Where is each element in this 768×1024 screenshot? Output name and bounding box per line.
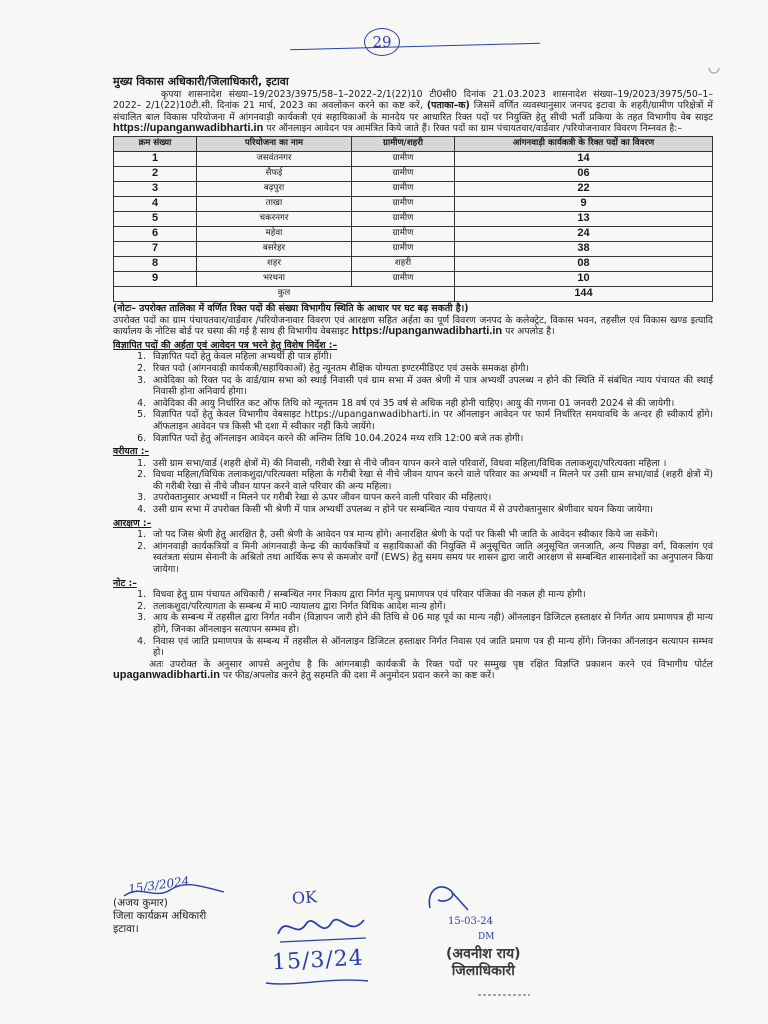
table-body [114,151,713,286]
signatory-name: (अजय कुमार) [113,897,168,909]
signature-scribble-left-icon [120,882,230,902]
cell-project: चकरनगर [197,211,352,226]
list-item: 3. आय के सम्बन्ध में तहसील द्वारा निर्गत नवीन (विज्ञापन जारी होने की तिथि से 06 माह पूर्व का मान्य नही) ऑनलाइन डिजिटल हस्ताक्षर से निर्गत आय प्रमाणपत्र ही मान्य होंगे, जिनका ऑनलाइन सत्यापन सम्भव हो। [149,612,713,635]
cell-serial: 9 [114,271,197,286]
cell-project: शहर [197,256,352,271]
intro-paragraph [113,89,713,135]
list-item: 2. विधवा महिला/विधिक तलाकशुदा/परित्यक्ता महिला के गरीबी रेखा से नीचे जीवन यापन करने वाले परिवार का अभ्यर्थी न मिलने पर उसी ग्राम सभा/वार्ड (शहरी क्षेत्रों में) की गरीबी रेखा से नीचे जीवन यापन करने वाले परिवार की अन्य महिला। [149,469,713,492]
signatory-place: इटावा। [113,923,139,935]
table-note: (नोटः– उपरोक्त तालिका में वर्णित रिक्त पदों की संख्या विभागीय स्थिति के आधार पर घट बढ़ सकती है।) [113,302,469,314]
signatory-designation: जिला कार्यक्रम अधिकारी [113,910,207,922]
section-eligibility-title: विज्ञापित पदों की अर्हता एवं आवेदन पत्र भरने हेतु विशेष निर्देश :– [113,339,338,351]
list-item: 2. तलाकशुदा/परित्यागता के सम्बन्ध में मा0 न्यायालय द्वारा निर्गत विधिक आदेश मान्य होगें। [149,601,713,613]
col-serial: क्रम संख्या [114,136,197,151]
cell-area: ग्रामीण [352,211,455,226]
list-item: 2. रिक्त पदो (आंगनवाड़ी कार्यकत्री/सहायिकाओं) हेतु न्यूनतम शैक्षिक योग्यता इण्टरमीडिएट एवं उसके समकक्ष होगी। [149,363,713,375]
cell-serial: 4 [114,196,197,211]
cell-vacancies: 24 [455,226,713,241]
closing-text-2: पर फीड/अपलोड करने हेतु सहमति की दशा में अनुमोदन प्रदान करने का कष्ट करें। [222,670,495,682]
dm-designation: जिलाधिकारी [451,963,515,979]
intro-text-2: जिसमें वर्णित व्यवस्थानुसार जनपद इटावा के शहरी/ग्रामीण परिक्षेत्रों में संचालित बाल विकास परियोजना में आंगनवाड़ी कार्यकत्री एवं सहायिकाओं के मानदेय पर आधारित रिक्त पदों पर नियुक्ति हेतु सीधी भर्ती प्रकिया के तहत विभागीय वेब साइट [113,100,713,123]
cell-project: महेवा [197,226,352,241]
list-item: 4. उसी ग्राम सभा में उपरोक्त किसी भी श्रेणी में पात्र अभ्यर्थी उपलब्ध न होने पर सम्बन्धित न्याय पंचायत में से उपरोक्तानुसार श्रेणीवार चयन किया जायेगा। [149,504,713,516]
closing-url: upaganwadibharti.in [113,669,220,682]
table-row [114,241,713,256]
cell-serial: 1 [114,151,197,166]
priority-list [113,458,713,516]
handwritten-date-mid: 15/3/24 [271,945,365,976]
list-item: 2. आंगनवाड़ी कार्यकत्रियों व मिनी आंगनवाड़ी केन्द्र की कार्यकत्रियों व सहायिकाओं की नियुक्ति में अनुसूचित जाति अनुसूचित जनजाति, अन्य पिछड़ा वर्ग, विकलांग एवं स्वतंत्रता संग्राम सेनानी के अश्रितो तथा आर्थिक रूप से कमजोर वर्गों (EWS) हेतु समय समय पर शासन द्वारा जारी आरक्षण से सम्बन्धित शासनादेशों का अनुपालन किया जायेगा। [149,541,713,576]
cell-project: बढ़पुरा [197,181,352,196]
col-area: ग्रामीण/शहरी [352,136,455,151]
cell-project: बसरेहर [197,241,352,256]
section-priority-title: वरीयता :– [113,446,150,458]
list-item: 3. आवेदिका को रिक्त पद के वार्ड/ग्राम सभा को स्थाई निवासी एवं ग्राम सभा में उक्त श्रेणी में पात्र अभ्यर्थी उपलब्ध न होने की स्थिति में संबंधित न्याय पंचायत की स्थाई निवासी होना अनिवार्य होगा। [149,375,713,398]
publish-url: https://upanganwadibharti.in [351,325,503,338]
intro-text-1: कृपया शासनादेश संख्या–19/2023/3975/58–1–2022–2/1(22)10 टी0सी0 दिनांक 21.03.2023 शासनादेश संख्या–19/2023/3975/50–1–2022– 2/1(22)10टी.सी. दिनांक 21 मार्च, 2023 का अवलोकन करने का कष्ट करें, [113,88,713,112]
publish-end: पर अपलोड है। [505,326,555,338]
cell-area: ग्रामीण [352,196,455,211]
table-row [114,196,713,211]
table-row [114,256,713,271]
signatory-block [113,897,206,936]
section-reservation-title: आरक्षण :– [113,517,152,529]
dm-subscript-mark-icon [474,990,534,1000]
flag-label: (पताका–क) [426,100,470,112]
table-header-row [114,136,713,151]
list-item: 1. विधवा हेतु ग्राम पंचायत अधिकारी / सम्बन्धित नगर निकाय द्वारा निर्गत मृत्यु प्रमाणपत्र एवं परिवार पंजिका की नकल ही मान्य होगी। [149,589,713,601]
table-row [114,211,713,226]
list-item: 4. निवास एवं जाति प्रमाणपत्र के सम्बन्ध में तहसील से ऑनलाइन डिजिटल हस्ताक्षर निर्गत निवास एवं जाति प्रमाण पत्र ही मान्य होंगे। जिनका ऑनलाइन सत्यापन सम्भव हो। [149,636,713,659]
letter-body [113,76,713,682]
underline-mid-icon [262,975,372,989]
total-label: कुल [114,286,455,301]
signature-dm-icon [420,880,480,914]
closing-paragraph [113,659,713,682]
cell-serial: 5 [114,211,197,226]
list-item: 1. विज्ञापित पदों हेतु केवल महिला अभ्यर्थी ही पात्र होंगी। [149,351,713,363]
cell-project: ताखा [197,196,352,211]
table-total-row [114,286,713,301]
table-row [114,166,713,181]
cell-vacancies: 10 [455,271,713,286]
cell-serial: 7 [114,241,197,256]
cell-serial: 3 [114,181,197,196]
closing-text-1: अतः उपरोक्त के अनुसार आपसे अनुरोध है कि आंगनबाड़ी कार्यकत्री के रिक्त पदों पर सम्मुख पृष्ठ रक्षित विज्ञप्ति प्रकाशन करने एवं विभागीय पोर्टल [149,658,713,670]
cell-area: ग्रामीण [352,241,455,256]
cell-vacancies: 08 [455,256,713,271]
cell-project: भरथना [197,271,352,286]
publish-text: उपरोक्त पदों का ग्राम पंचायतवार/वार्डवार /परियोजनावार विवरण एवं आरक्षण सहित अर्हता का पूर्ण विवरण जनपद के कलेक्ट्रेट, विकास भवन, तहसील एवं विकास खण्ड इत्यादि कार्यालय के नोटिस बोर्ड पर चस्पा की गई है साथ ही विभागीय वेबसाइट [113,314,713,338]
cell-vacancies: 38 [455,241,713,256]
eligibility-list [113,351,713,444]
page-number-underline [290,43,540,51]
table-row [114,271,713,286]
handwritten-dm: DM [478,932,495,942]
dm-block [446,946,521,980]
handwritten-date-left: 15/3/2024 [127,873,191,897]
cell-serial: 2 [114,166,197,181]
page-number: 29 [364,28,400,56]
dm-name: (अवनीश राय) [446,946,521,962]
intro-text-3: पर ऑनलाइन आवेदन पत्र आमंत्रित किये जाते हैं। रिक्त पदों का ग्राम पंचायतवार/वार्डवार /परियोजनावार विवरण निम्नवत है:– [266,123,683,135]
list-item: 6. विज्ञापित पदों हेतु ऑनलाइन आवेदन करने की अन्तिम तिथि 10.04.2024 मध्य रात्रि 12:00 बजे तक होगी। [149,433,713,445]
handwritten-date-right: 15-03-24 [448,916,493,927]
cell-serial: 8 [114,256,197,271]
cell-area: ग्रामीण [352,151,455,166]
publish-paragraph [113,315,713,338]
total-value: 144 [455,286,713,301]
cell-area: ग्रामीण [352,226,455,241]
table-row [114,151,713,166]
col-project: परियोजना का नाम [197,136,352,151]
handwritten-ok: OK [291,887,318,908]
cell-vacancies: 9 [455,196,713,211]
cell-area: शहरी [352,256,455,271]
punch-hole-mark-icon [706,60,722,76]
cell-serial: 6 [114,226,197,241]
cell-area: ग्रामीण [352,181,455,196]
page-number-mark [330,26,520,62]
cell-vacancies: 14 [455,151,713,166]
note-list [113,589,713,659]
cell-vacancies: 22 [455,181,713,196]
cell-area: ग्रामीण [352,166,455,181]
cell-vacancies: 06 [455,166,713,181]
cell-project: जसवंतनगर [197,151,352,166]
table-row [114,226,713,241]
list-item: 5. विज्ञापित पदों हेतु केवल विभागीय वेबसाइट https://upanganwadibharti.in पर ऑनलाइन आवेदन पर फार्म निर्धारित समयावधि के अन्दर ही स्वीकार्य होंगे। ऑफलाइन आवेदन पत्र किसी भी दशा में स्वीकार नहीं किये जायेंगे। [149,409,713,432]
cell-vacancies: 13 [455,211,713,226]
list-item: 1. उसी ग्राम सभा/वार्ड (शहरी क्षेत्रों में) की निवासी, गरीबी रेखा से नीचे जीवन यापन करने वाले परिवारों, विधवा महिला/विधिक तलाकशुदा/परित्यक्ता महिला । [149,458,713,470]
vacancy-table [113,136,713,302]
addressee: मुख्य विकास अधिकारी/जिलाधिकारी, इटावा [113,75,289,88]
col-vacancies: आंगनवाड़ी कार्यकत्री के रिक्त पदों का विवरण [455,136,713,151]
section-note-title: नोट :– [113,577,137,589]
list-item: 4. आवेदिका की आयु निर्धारित कट ऑफ तिथि को न्यूनतम 18 वर्ष एवं 35 वर्ष से अधिक नही होनी चाहिए। आयु की गणना 01 जनवरी 2024 से की जायेगी। [149,398,713,410]
list-item: 3. उपरोक्तानुसार अभ्यर्थी न मिलने पर गरीबी रेखा से ऊपर जीवन यापन करने वाली परिवार की महिलाएं। [149,492,713,504]
cell-project: सैफई [197,166,352,181]
list-item: 1. जो पद जिस श्रेणी हेतु आरक्षित है, उसी श्रेणी के आवेदन पत्र मान्य होंगे। अनारक्षित श्रेणी के पदों पर किसी भी जाति के आवेदन स्वीकार किये जा सकेंगे। [149,529,713,541]
table-row [114,181,713,196]
cell-area: ग्रामीण [352,271,455,286]
signature-mid-icon [272,910,372,946]
intro-url: https://upanganwadibharti.in [113,122,264,135]
reservation-list [113,529,713,575]
